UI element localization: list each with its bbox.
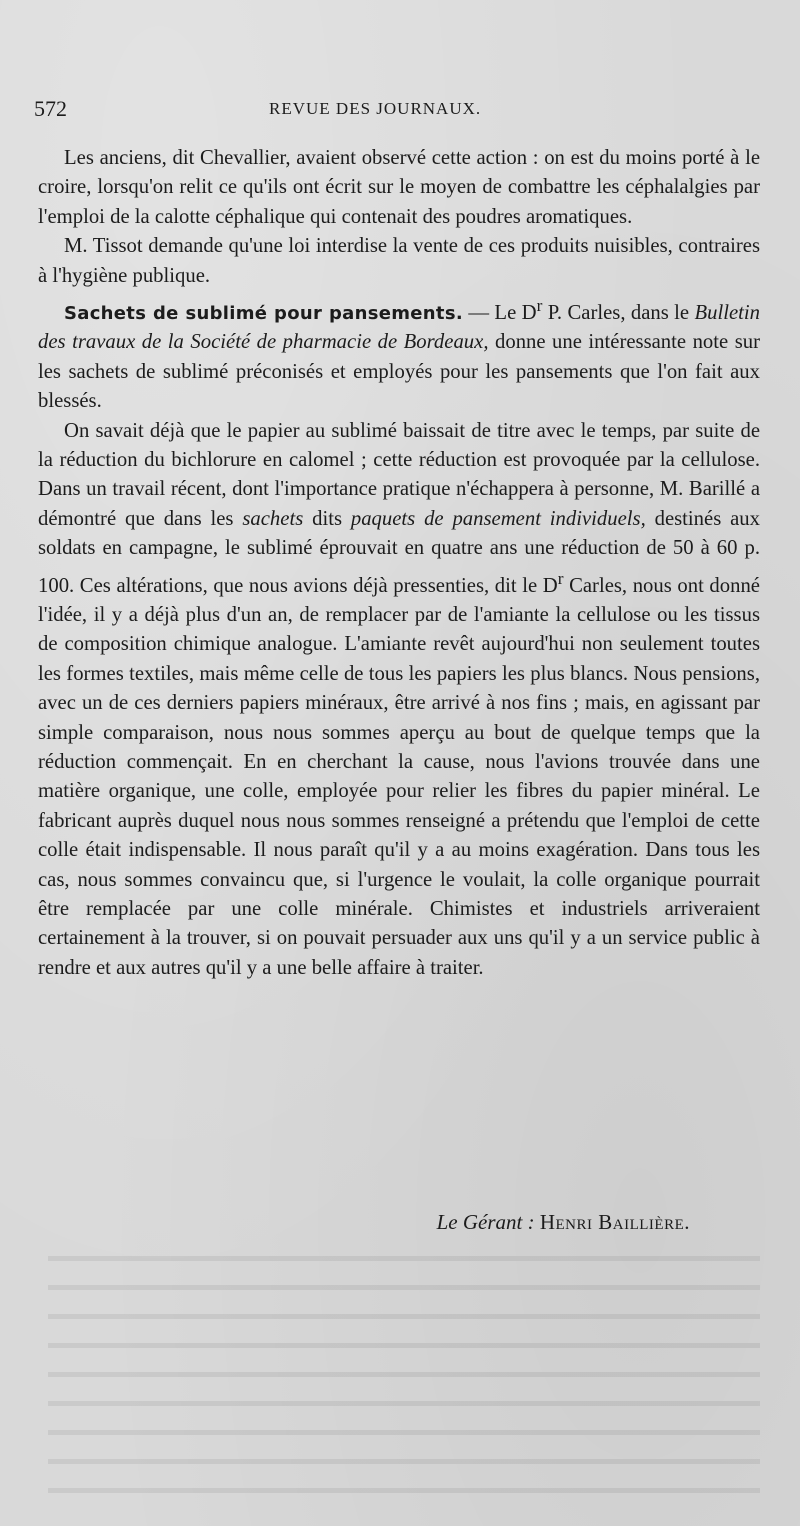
italic-paquets: paquets de pansement individuels, bbox=[350, 507, 646, 530]
paragraph-sachets bbox=[38, 291, 760, 417]
paragraph-barille-text-1: On savait déjà que le papier au sublimé baissait de titre avec le temps, par suite de la réduction du bichlorure en calomel ; cette réduction est provoquée par la cellulose. Dans un travail récent, dont l'importance pratique n'échappera à personne, M. Barillé a démontré que dans les bbox=[38, 419, 760, 530]
paragraph-tissot: M. Tissot demande qu'une loi interdise la vente de ces produits nuisibles, contraires à l'hygiène publique. bbox=[38, 235, 760, 287]
paragraph-barille bbox=[38, 417, 760, 984]
paragraph-sachets-text-1: — Le D bbox=[462, 301, 537, 324]
page-number: 572 bbox=[34, 96, 67, 121]
signature-name: Henri Baillière. bbox=[539, 1210, 690, 1234]
paragraph-sachets-text-2: P. Carles, dans le bbox=[542, 301, 695, 324]
doctor-superscript-2: r bbox=[557, 568, 564, 588]
paragraph-barille-text-2: dits bbox=[303, 507, 351, 530]
signature-label: Le Gérant : bbox=[436, 1210, 535, 1234]
article-body bbox=[38, 144, 760, 983]
running-title: REVUE DES JOURNAUX. bbox=[269, 99, 482, 118]
doctor-superscript: r bbox=[536, 296, 543, 316]
journal-title: Bulletin des travaux de la Société de pharmacie de Bordeaux, bbox=[38, 301, 760, 354]
paragraph-sachets-text-3: donne une intéressante note sur les sachets de sublimé préconisés et employés pour les pansements que l'on fait aux blessés. bbox=[38, 331, 760, 413]
bleed-through-texture bbox=[48, 1240, 760, 1500]
page-header bbox=[34, 96, 764, 126]
signature-block bbox=[437, 1210, 690, 1235]
paragraph-chevallier: Les anciens, dit Chevallier, avaient observé cette action : on est du moins porté à le croire, lorsqu'on relit ce qu'ils ont écrit sur le moyen de combattre les céphalalgies par l'emploi de la calotte céphalique qui contenait des poudres aromatiques. bbox=[38, 147, 760, 228]
paragraph-barille-text-3: destinés aux soldats en campagne, le sublimé éprouvait en quatre ans une réduction de 50 à 60 p. 100. Ces altérations, que nous avions déjà pressenties, dit le D bbox=[38, 507, 760, 597]
paragraph-barille-text-4: Carles, nous ont donné l'idée, il y a déjà plus d'un an, de remplacer par de l'amiante la cellulose ou les tissus de composition chimique analogue. L'amiante revêt aujourd'hui non seulement toutes les formes textiles, mais même celle de tous les papiers les plus blancs. Nous pensions, avec un de ces derniers papiers minéraux, être arrivé à nos fins ; mais, en agissant par simple comparaison, nous nous sommes aperçu au bout de quelque temps que la réduction commençait. En en cherchant la cause, nous l'avions trouvée dans une matière organique, une colle, employée pour relier les fibres du papier minéral. Le fabricant auprès duquel nous nous sommes renseigné a prétendu que l'emploi de cette colle était indispensable. Il nous paraît qu'il y a au moins exagération. Dans tous les cas, nous sommes convaincu que, si l'urgence le voulait, la colle organique pourrait être remplacée par une colle minérale. Chimistes et industriels arriveraient certainement à la trouver, si on pouvait persuader aux uns qu'il y a un service public à rendre et aux autres qu'il y a une belle affaire à traiter. bbox=[38, 574, 760, 979]
italic-sachets: sachets bbox=[242, 507, 304, 530]
section-heading: Sachets de sublimé pour pansements. bbox=[64, 302, 463, 324]
